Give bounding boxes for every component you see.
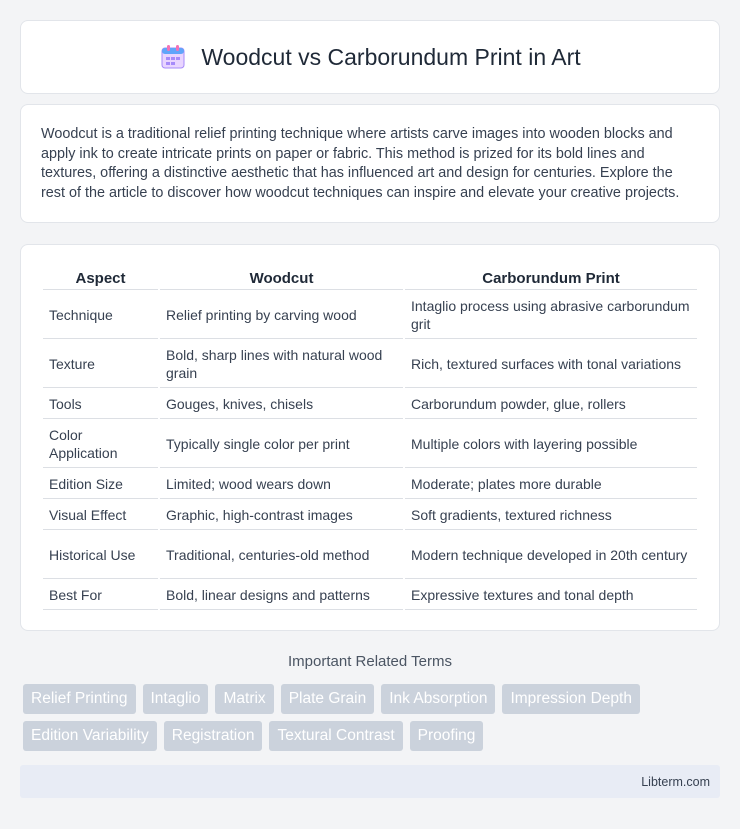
header-carborundum: Carborundum Print [405, 266, 697, 290]
related-terms-heading: Important Related Terms [288, 653, 452, 670]
footer-site-link[interactable]: Libterm.com [641, 774, 710, 789]
footer [20, 765, 720, 798]
cell-aspect: Technique [43, 292, 158, 339]
cell-carborundum: Moderate; plates more durable [405, 470, 697, 499]
cell-aspect: Historical Use [43, 532, 158, 579]
table-row [43, 341, 697, 388]
table-row [43, 421, 697, 468]
cell-woodcut: Typically single color per print [160, 421, 403, 468]
cell-carborundum: Carborundum powder, glue, rollers [405, 390, 697, 419]
cell-carborundum: Multiple colors with layering possible [405, 421, 697, 468]
tag-intaglio[interactable]: Intaglio [143, 684, 209, 714]
cell-carborundum: Modern technique developed in 20th century [405, 532, 697, 579]
table-row [43, 292, 697, 339]
tag-relief-printing[interactable]: Relief Printing [23, 684, 136, 714]
title-wrap [159, 43, 580, 71]
tag-row [23, 721, 723, 751]
intro-card [20, 104, 720, 223]
tag-textural-contrast[interactable]: Textural Contrast [269, 721, 402, 751]
tag-ink-absorption[interactable]: Ink Absorption [381, 684, 495, 714]
header-aspect: Aspect [43, 266, 158, 290]
cell-aspect: Color Application [43, 421, 158, 468]
table-header-row [43, 266, 697, 290]
tag-impression-depth[interactable]: Impression Depth [502, 684, 639, 714]
tag-proofing[interactable]: Proofing [410, 721, 484, 751]
cell-carborundum: Expressive textures and tonal depth [405, 581, 697, 610]
table-row [43, 581, 697, 610]
tag-row [23, 684, 723, 714]
cell-woodcut: Relief printing by carving wood [160, 292, 403, 339]
tag-plate-grain[interactable]: Plate Grain [281, 684, 375, 714]
table-row [43, 470, 697, 499]
tag-matrix[interactable]: Matrix [215, 684, 273, 714]
related-terms-tags [23, 684, 723, 758]
calendar-icon [159, 43, 187, 71]
intro-paragraph: Woodcut is a traditional relief printing technique where artists carve images into wooden blocks and apply ink to create intricate prints on paper or fabric. This method is prized for its bold lines and textures, offering a distinctive aesthetic that has influenced art and design for centuries. Explore the rest of the article to discover how woodcut techniques can inspire and elevate your creative projects. [41, 126, 680, 201]
table-row [43, 501, 697, 530]
comparison-table [41, 264, 699, 612]
cell-carborundum: Intaglio process using abrasive carborundum grit [405, 292, 697, 339]
cell-aspect: Tools [43, 390, 158, 419]
cell-woodcut: Limited; wood wears down [160, 470, 403, 499]
cell-carborundum: Rich, textured surfaces with tonal variations [405, 341, 697, 388]
cell-aspect: Visual Effect [43, 501, 158, 530]
cell-woodcut: Bold, linear designs and patterns [160, 581, 403, 610]
tag-registration[interactable]: Registration [164, 721, 263, 751]
cell-woodcut: Bold, sharp lines with natural wood grain [160, 341, 403, 388]
cell-aspect: Edition Size [43, 470, 158, 499]
comparison-table-card [20, 244, 720, 631]
header-woodcut: Woodcut [160, 266, 403, 290]
tag-edition-variability[interactable]: Edition Variability [23, 721, 157, 751]
cell-woodcut: Gouges, knives, chisels [160, 390, 403, 419]
cell-aspect: Best For [43, 581, 158, 610]
cell-aspect: Texture [43, 341, 158, 388]
table-row [43, 390, 697, 419]
cell-woodcut: Traditional, centuries-old method [160, 532, 403, 579]
table-row [43, 532, 697, 579]
cell-carborundum: Soft gradients, textured richness [405, 501, 697, 530]
title-card [20, 20, 720, 94]
page-title: Woodcut vs Carborundum Print in Art [201, 43, 581, 70]
cell-woodcut: Graphic, high-contrast images [160, 501, 403, 530]
